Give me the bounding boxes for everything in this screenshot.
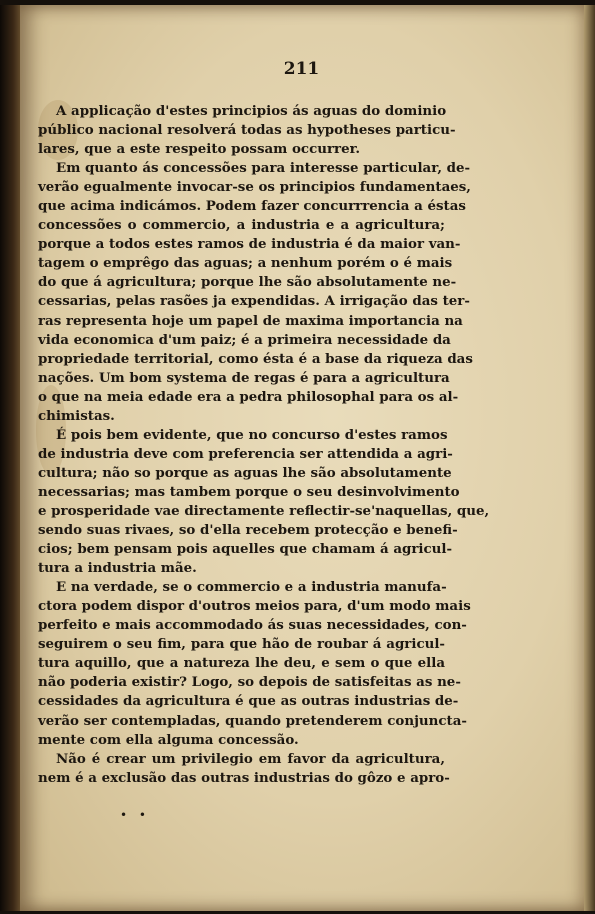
text-line: cessarias, pelas rasões ja expendidas. A irrigação das ter-	[38, 293, 470, 310]
text-line: tagem o emprêgo das aguas; a nenhum porém o é mais	[38, 255, 453, 272]
text-line: de industria deve com preferencia ser attendida a agri-	[38, 445, 453, 462]
text-line: público nacional resolverá todas as hypotheses particu-	[38, 122, 456, 139]
text-line: Em quanto ás concessões para interesse particular, de-	[56, 160, 471, 177]
text-line: perfeito e mais accommodado ás suas necessidades, con-	[38, 617, 467, 634]
text-line: seguirem o seu fim, para que hão de roubar á agricul-	[38, 636, 445, 653]
text-line: do que á agricultura; porque lhe são absolutamente ne-	[38, 274, 457, 291]
text-line: verão egualmente invocar-se os principios fundamentaes,	[38, 179, 471, 196]
text-line: nem é a exclusão das outras industrias do gôzo e apro-	[38, 769, 450, 786]
text-line: não poderia existir? Logo, so depois de satisfeitas as ne-	[38, 674, 461, 691]
text-line: Não é crear um privilegio em favor da agricultura,	[56, 750, 445, 767]
text-line: cultura; não so porque as aguas lhe são absolutamente	[38, 464, 452, 481]
text-line: ctora podem dispor d'outros meios para, d'um modo mais	[38, 598, 471, 615]
text-line: É pois bem evidente, que no concurso d'estes ramos	[56, 426, 448, 443]
text-line: o que na meia edade era a pedra philosophal para os al-	[38, 388, 459, 405]
text-line: tura a industria mãe.	[38, 560, 197, 577]
text-line: E na verdade, se o commercio e a industria manufa-	[56, 579, 447, 596]
text-line: nações. Um bom systema de regas é para a agricultura	[38, 369, 450, 386]
text-line: necessarias; mas tambem porque o seu desinvolvimento	[38, 483, 460, 500]
page-edge	[584, 5, 595, 911]
text-line: mente com ella alguma concessão.	[38, 731, 299, 748]
book-spine-shadow	[0, 5, 22, 911]
text-line: ras representa hoje um papel de maxima importancia na	[38, 312, 463, 329]
text-line: propriedade territorial, como ésta é a base da riqueza das	[38, 350, 473, 367]
text-line: cios; bem pensam pois aquelles que chamam á agricul-	[38, 541, 453, 558]
body-text	[38, 102, 490, 788]
text-line: tura aquillo, que a natureza lhe deu, e sem o que ella	[38, 655, 445, 672]
text-line: concessões o commercio, a industria e a agricultura;	[38, 217, 445, 234]
page-number: 211	[283, 59, 320, 79]
text-line: e prosperidade vae directamente reflectir-se'naquellas, que,	[38, 502, 490, 519]
text-line: chimistas.	[38, 407, 115, 424]
text-line: verão ser contempladas, quando pretenderem conjuncta-	[38, 712, 467, 729]
text-line: A applicação d'estes principios ás aguas do dominio	[56, 103, 447, 119]
text-line: cessidades da agricultura é que as outras industrias de-	[38, 693, 459, 710]
text-line: que acima indicámos. Podem fazer concurrrencia a éstas	[38, 198, 466, 215]
text-line: vida economica d'um paiz; é a primeira necessidade da	[38, 331, 451, 348]
text-line: lares, que a este respeito possam occurrer.	[38, 141, 361, 158]
text-line: sendo suas rivaes, so d'ella recebem protecção e benefi-	[38, 522, 458, 539]
footer-mark: • •	[120, 808, 150, 822]
text-line: porque a todos estes ramos de industria é da maior van-	[38, 236, 461, 253]
